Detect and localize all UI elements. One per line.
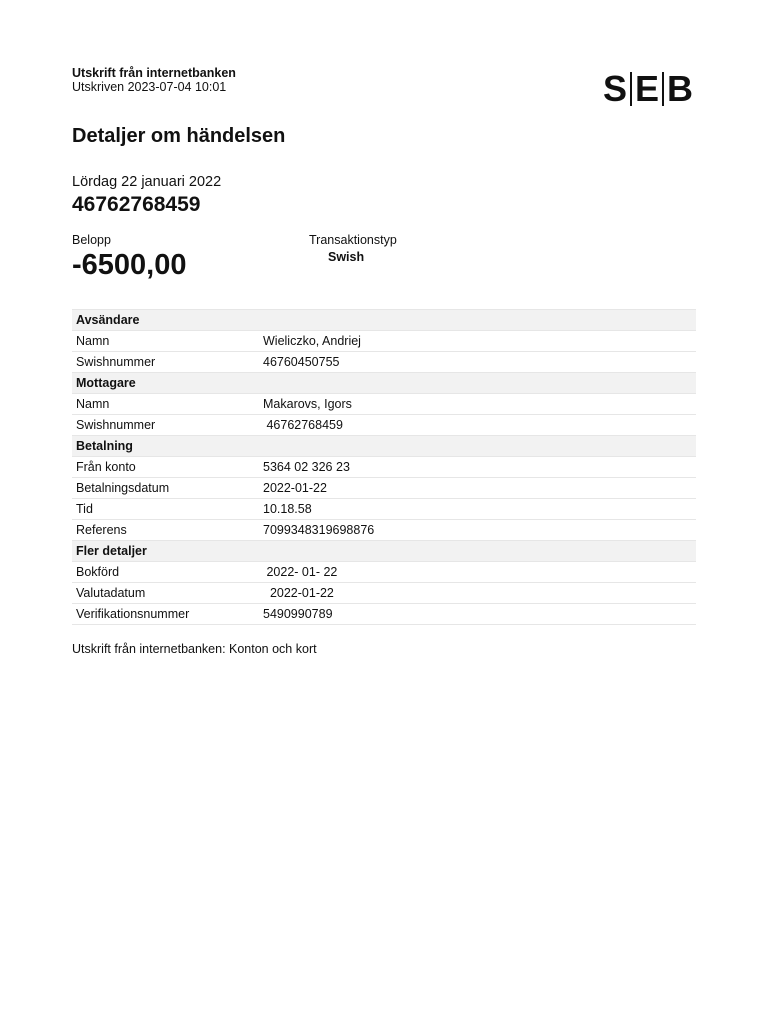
table-row	[72, 352, 696, 373]
row-value: Makarovs, Igors	[259, 394, 696, 415]
row-value: 2022-01-22	[259, 478, 696, 499]
row-label: Namn	[72, 331, 259, 352]
table-row	[72, 331, 696, 352]
row-value: 2022-01-22	[259, 583, 696, 604]
event-date: Lördag 22 januari 2022	[72, 174, 222, 190]
section-title: Avsändare	[72, 310, 696, 331]
details-table	[72, 309, 696, 625]
row-value: 10.18.58	[259, 499, 696, 520]
section-header	[72, 373, 696, 394]
logo-letter-e: E	[634, 68, 659, 109]
page-title: Detaljer om händelsen	[72, 125, 286, 147]
row-label: Swishnummer	[72, 415, 259, 436]
section-title: Mottagare	[72, 373, 696, 394]
row-value: 46760450755	[259, 352, 696, 373]
row-label: Swishnummer	[72, 352, 259, 373]
section-header	[72, 541, 696, 562]
table-row	[72, 499, 696, 520]
document-footer: Utskrift från internetbanken: Konton och kort	[72, 642, 317, 656]
section-title: Fler detaljer	[72, 541, 696, 562]
transaction-type-value: Swish	[328, 250, 365, 264]
row-value: 5364 02 326 23	[259, 457, 696, 478]
table-row	[72, 457, 696, 478]
row-label: Valutadatum	[72, 583, 259, 604]
transaction-type-label: Transaktionstyp	[309, 233, 397, 247]
row-value: 2022- 01- 22	[259, 562, 696, 583]
print-title: Utskrift från internetbanken	[72, 66, 236, 80]
table-row	[72, 562, 696, 583]
table-row	[72, 520, 696, 541]
row-label: Namn	[72, 394, 259, 415]
logo-letter-b: B	[667, 68, 693, 109]
table-row	[72, 394, 696, 415]
row-label: Bokförd	[72, 562, 259, 583]
table-row	[72, 478, 696, 499]
row-label: Tid	[72, 499, 259, 520]
seb-logo	[600, 70, 696, 108]
table-row	[72, 583, 696, 604]
amount-value: -6500,00	[72, 249, 187, 281]
row-value: 5490990789	[259, 604, 696, 625]
row-label: Verifikationsnummer	[72, 604, 259, 625]
table-row	[72, 415, 696, 436]
table-row	[72, 604, 696, 625]
section-header	[72, 436, 696, 457]
event-number: 46762768459	[72, 193, 201, 216]
transaction-summary	[72, 233, 696, 313]
row-label: Från konto	[72, 457, 259, 478]
logo-letter-s: S	[602, 68, 627, 109]
document-header	[72, 66, 696, 109]
row-label: Referens	[72, 520, 259, 541]
row-value: 7099348319698876	[259, 520, 696, 541]
row-value: 46762768459	[259, 415, 696, 436]
print-date: Utskriven 2023-07-04 10:01	[72, 80, 227, 94]
row-label: Betalningsdatum	[72, 478, 259, 499]
row-value: Wieliczko, Andriej	[259, 331, 696, 352]
amount-label: Belopp	[72, 233, 111, 247]
section-title: Betalning	[72, 436, 696, 457]
document-page	[72, 66, 696, 656]
